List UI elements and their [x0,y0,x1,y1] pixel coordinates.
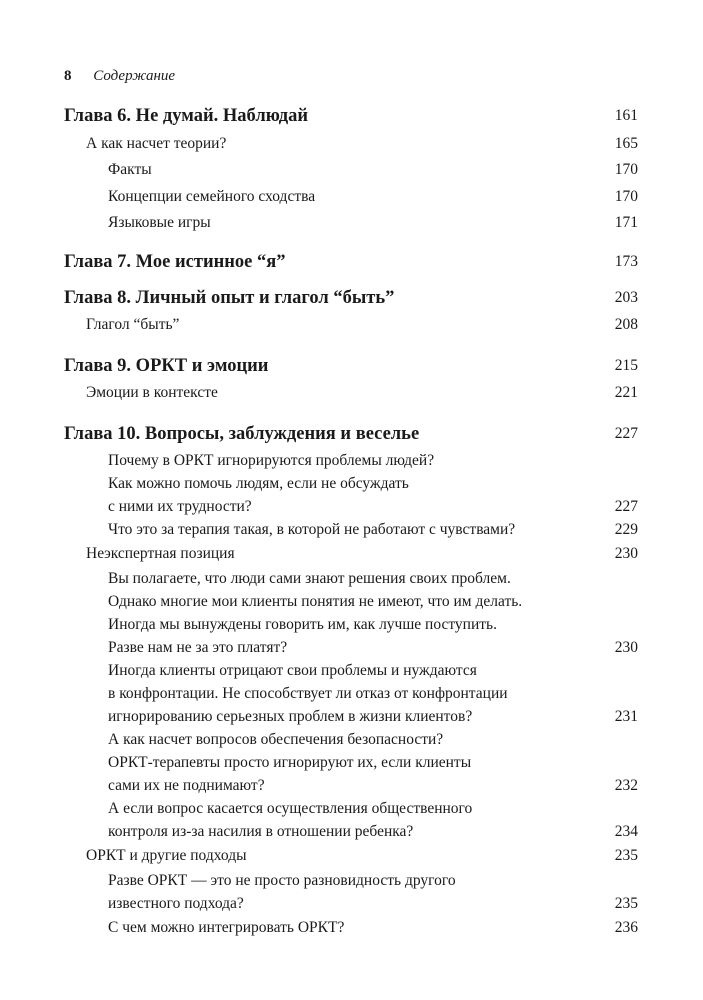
toc-page-number: 173 [614,253,638,270]
toc-entry-text: сами их не поднимают? [108,777,265,794]
toc-entry-text: Неэкспертная позиция [86,545,235,562]
toc-entry-text: с ними их трудности? [108,498,252,515]
toc-entry-text: Вы полагаете, что люди сами знают решения своих проблем. [108,570,511,587]
toc-entry-text: известного подхода? [108,895,244,912]
toc-chapter-title: Глава 7. Мое истинное “я” [64,252,286,272]
toc-entry-text: Концепции семейного сходства [108,188,316,205]
toc-page-number: 230 [614,545,638,562]
toc-entry-text: Как можно помочь людям, если не обсуждать [108,475,409,492]
toc-page-number: 215 [614,357,638,374]
running-header [64,66,175,86]
toc-page-number: 230 [614,639,638,656]
toc-entry-text: Иногда мы вынуждены говорить им, как лучше поступить. [108,616,497,633]
toc-page-number: 234 [614,823,638,840]
toc-entry-text: Эмоции в контексте [86,384,218,401]
toc-entry-text: игнорированию серьезных проблем в жизни клиентов? [108,708,473,725]
toc-entry-text: Однако многие мои клиенты понятия не имеют, что им делать. [108,593,523,610]
toc-chapter-title: Глава 6. Не думай. Наблюдай [64,106,309,126]
toc-entry-text: Языковые игры [108,214,211,231]
toc-entry-text: Иногда клиенты отрицают свои проблемы и нуждаются [108,662,477,679]
toc-page-number: 232 [614,777,638,794]
toc-entry-text: С чем можно интегрировать ОРКТ? [108,919,345,936]
toc-entry-text: Разве нам не за это платят? [108,639,288,656]
toc-entry-text: ОРКТ-терапевты просто игнорируют их, если клиенты [108,754,472,771]
toc-page-number: 208 [614,316,638,333]
toc-entry-text: А как насчет вопросов обеспечения безопасности? [108,731,444,748]
toc-entry-text: Что это за терапия такая, в которой не работают с чувствами? [108,521,516,538]
toc-page-number: 235 [614,895,638,912]
toc-page-number: 161 [614,107,638,124]
toc-entry-text: ОРКТ и другие подходы [86,847,247,864]
toc-chapter-title: Глава 8. Личный опыт и глагол “быть” [64,288,395,308]
toc-page-number: 231 [614,708,638,725]
toc-page-number: 203 [614,289,638,306]
toc-page-number: 229 [614,521,638,538]
toc-page-number: 236 [614,919,638,936]
toc-page-number: 221 [614,384,638,401]
toc-entry-text: Почему в ОРКТ игнорируются проблемы людей? [108,452,435,469]
toc-page-number: 227 [614,498,638,515]
toc-page-number: 171 [614,214,638,231]
toc-entry-text: Глагол “быть” [86,316,180,333]
toc-page-number: 165 [614,135,638,152]
toc-page-number: 235 [614,847,638,864]
toc-chapter-title: Глава 10. Вопросы, заблуждения и веселье [64,424,420,444]
toc-entry-text: в конфронтации. Не способствует ли отказ от конфронтации [108,685,508,702]
toc-entry-text: А как насчет теории? [86,135,227,152]
toc-page-number: 170 [614,188,638,205]
page-number: 8 [64,68,72,84]
section-title: Содержание [93,68,176,84]
toc-entry-text: Факты [108,161,152,178]
toc-entry-text: контроля из-за насилия в отношении ребенка? [108,823,414,840]
toc-entry-text: Разве ОРКТ — это не просто разновидность другого [108,872,456,889]
toc-entry-text: А если вопрос касается осуществления общественного [108,800,473,817]
toc-page-number: 227 [614,425,638,442]
toc-page-number: 170 [614,161,638,178]
toc-chapter-title: Глава 9. ОРКТ и эмоции [64,356,269,376]
